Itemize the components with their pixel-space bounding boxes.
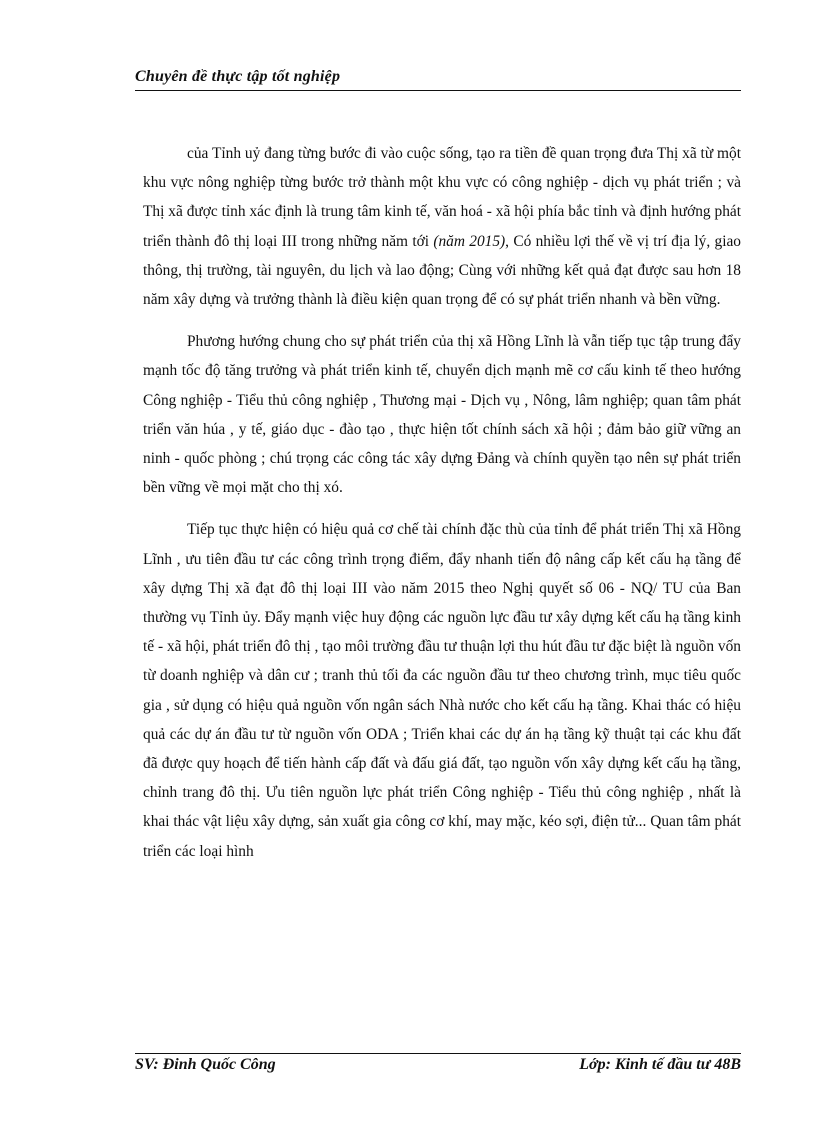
paragraph-1-text-b: , Có nhiều lợi thế về vị trí địa lý, giao thông, thị trường, tài nguyên, du lịch và lao động; Cùng với những kết quả đạt được sau hơn 18 năm xây dựng và trưởng thành là điều kiện quan trọng để có sự phát triển nhanh và bền vững. [143, 232, 741, 309]
paragraph-2: Phương hướng chung cho sự phát triển của thị xã Hồng Lĩnh là vẫn tiếp tục tập trung đẩy mạnh tốc độ tăng trưởng và phát triển kinh tế, chuyển dịch mạnh mẽ cơ cấu kinh tế theo hướng Công nghiệp - Tiểu thủ công nghiệp , Thương mại - Dịch vụ , Nông, lâm nghiệp; quan tâm phát triển văn húa , y tế, giáo dục - đào tạo , thực hiện tốt chính sách xã hội ; đảm bảo giữ vững an ninh - quốc phòng ; chú trọng các công tác xây dựng Đảng và chính quyền tạo nên sự phát triển bền vững về mọi mặt cho thị xó. [143, 333, 741, 497]
header-title: Chuyên đề thực tập tốt nghiệp [135, 68, 341, 85]
footer-class: Lớp: Kinh tế đầu tư 48B [579, 1056, 741, 1073]
body-text [143, 139, 741, 879]
footer-divider [135, 1053, 741, 1054]
paragraph-3: Tiếp tục thực hiện có hiệu quả cơ chế tài chính đặc thù của tỉnh để phát triển Thị xã Hồng Lĩnh , ưu tiên đầu tư các công trình trọng điểm, đẩy nhanh tiến độ nâng cấp kết cấu hạ tầng để xây dựng Thị xã đạt đô thị loại III vào năm 2015 theo Nghị quyết số 06 - NQ/ TU của Ban thường vụ Tỉnh ủy. Đẩy mạnh việc huy động các nguồn lực đầu tư xây dựng kết cấu hạ tầng kinh tế - xã hội, phát triển đô thị , tạo môi trường đầu tư thuận lợi thu hút đầu tư đặc biệt là nguồn vốn từ doanh nghiệp và dân cư ; tranh thủ tối đa các nguồn đầu tư theo chương trình, mục tiêu quốc gia , sử dụng có hiệu quả nguồn vốn ngân sách Nhà nước cho kết cấu hạ tầng. Khai thác có hiệu quả các dự án đầu tư từ nguồn vốn ODA ; Triển khai các dự án hạ tầng kỹ thuật tại các khu đất đã được quy hoạch để tiến hành cấp đất và đấu giá đất, tạo nguồn vốn xây dựng kết cấu hạ tầng, chỉnh trang đô thị. Ưu tiên nguồn lực phát triển Công nghiệp - Tiểu thủ công nghiệp , nhất là khai thác vật liệu xây dựng, sản xuất gia công cơ khí, may mặc, kéo sợi, điện tử... Quan tâm phát triển các loại hình [143, 521, 742, 860]
header-divider [135, 90, 741, 91]
page-header [135, 68, 741, 86]
footer-student: SV: Đinh Quốc Công [135, 1056, 276, 1073]
paragraph-1-text-a: của Tỉnh uỷ đang từng bước đi vào cuộc sống, tạo ra tiền đề quan trọng đưa Thị xã từ một khu vực nông nghiệp từng bước trở thành một khu vực có công nghiệp - dịch vụ phát triển ; và Thị xã được tỉnh xác định là trung tâm kinh tế, văn hoá - xã hội phía bắc tỉnh và định hướng phát triển thành đô thị loại III trong những năm tới [143, 145, 741, 250]
paragraph-1 [143, 139, 741, 314]
paragraph-1-italic: (năm 2015) [433, 232, 506, 250]
